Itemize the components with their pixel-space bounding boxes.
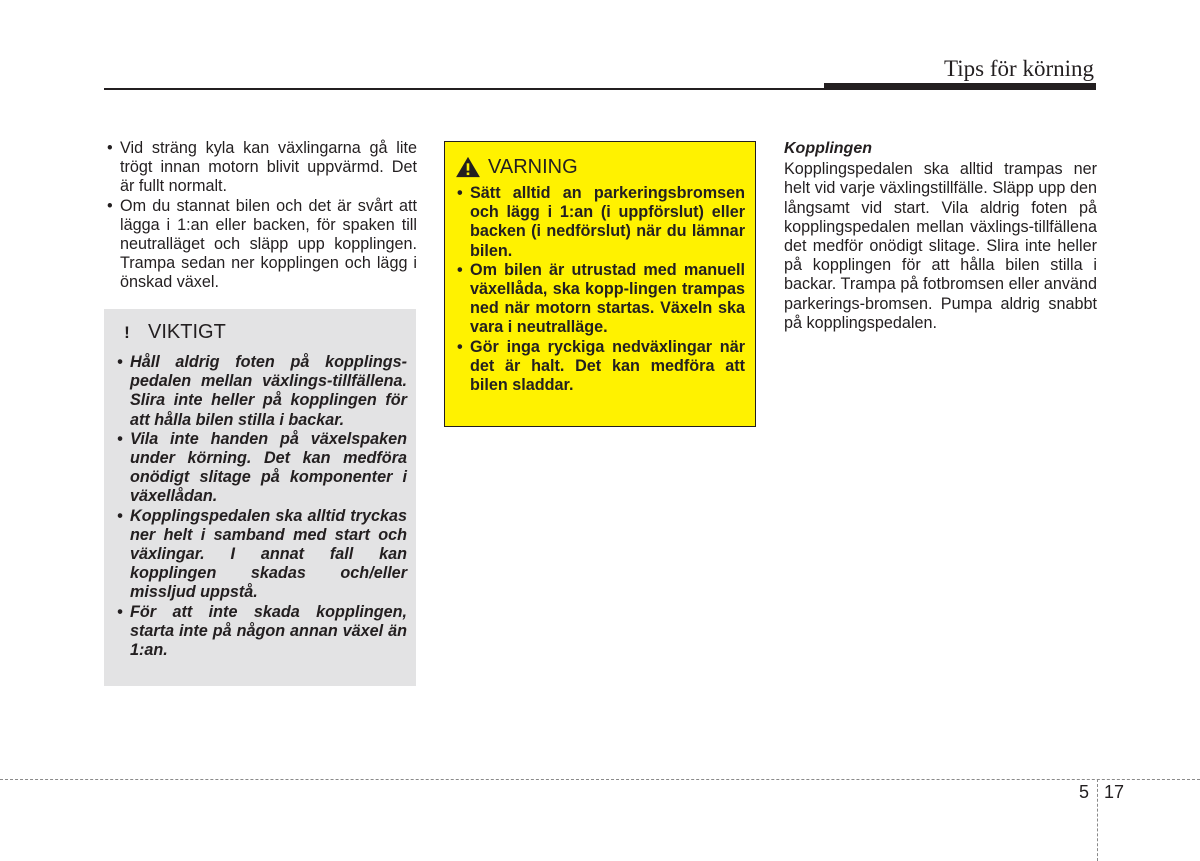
header-rule xyxy=(104,88,824,90)
warning-box-header xyxy=(454,154,745,180)
list-item: • Om bilen är utrustad med manuell växellåda, ska kopp-lingen trampas ned när motorn startas. Växeln ska vara i neutralläge. xyxy=(454,261,745,338)
caution-bullet-list xyxy=(114,353,407,660)
list-item: • Gör inga ryckiga nedväxlingar när det är halt. Det kan medföra att bilen sladdar. xyxy=(454,338,745,396)
warning-box xyxy=(444,141,756,427)
footer-divider xyxy=(1097,779,1098,861)
warning-triangle-icon xyxy=(454,156,482,178)
list-item: • Håll aldrig foten på kopplings-pedalen mellan växlings-tillfällena. Slira inte heller på kopplingen för att hålla bilen stilla i backar. xyxy=(114,353,407,430)
section-body: Kopplingspedalen ska alltid trampas ner helt vid varje växlingstillfälle. Släpp upp den långsamt vid start. Vila aldrig foten på kopplingspedalen mellan växlings-tillfällena det medför onödigt slitage. Slira inte heller på kopplingen för att hålla bilen stilla i backar. Trampa på fotbromsen eller använd parkerings-bromsen. Pumpa aldrig snabbt på kopplingspedalen. xyxy=(784,160,1097,332)
header-bar xyxy=(824,83,1096,90)
caution-box-header xyxy=(114,319,407,345)
list-item: • Om du stannat bilen och det är svårt att lägga i 1:an eller backen, för spaken till neutralläget och släpp upp kopplingen. Trampa sedan ner kopplingen och lägg i önskad växel. xyxy=(104,197,417,293)
exclamation-icon: ! xyxy=(124,323,130,342)
caution-box xyxy=(104,309,416,686)
right-column xyxy=(784,139,1097,333)
warning-title: VARNING xyxy=(488,155,578,178)
page-number: 17 xyxy=(1104,782,1125,802)
warning-bullet-list xyxy=(454,184,745,395)
list-item: • För att inte skada kopplingen, starta inte på någon annan växel än 1:an. xyxy=(114,603,407,661)
left-column xyxy=(104,139,417,293)
footer-rule xyxy=(0,779,1200,780)
chapter-number: 5 xyxy=(1079,782,1090,802)
list-item: • Vid sträng kyla kan växlingarna gå lite trögt innan motorn blivit uppvärmd. Det är fullt normalt. xyxy=(104,139,417,197)
page-header-title: Tips för körning xyxy=(944,56,1094,81)
caution-title: VIKTIGT xyxy=(148,320,226,343)
left-bullet-list xyxy=(104,139,417,293)
section-subtitle: Kopplingen xyxy=(784,140,872,157)
list-item: • Kopplingspedalen ska alltid tryckas ner helt i samband med start och växlingar. I annat fall kan kopplingen skadas och/eller missljud uppstå. xyxy=(114,507,407,603)
list-item: • Sätt alltid an parkeringsbromsen och lägg i 1:an (i uppförslut) eller backen (i nedförslut) när du lämnar bilen. xyxy=(454,184,745,261)
list-item: • Vila inte handen på växelspaken under körning. Det kan medföra onödigt slitage på komponenter i växellådan. xyxy=(114,430,407,507)
